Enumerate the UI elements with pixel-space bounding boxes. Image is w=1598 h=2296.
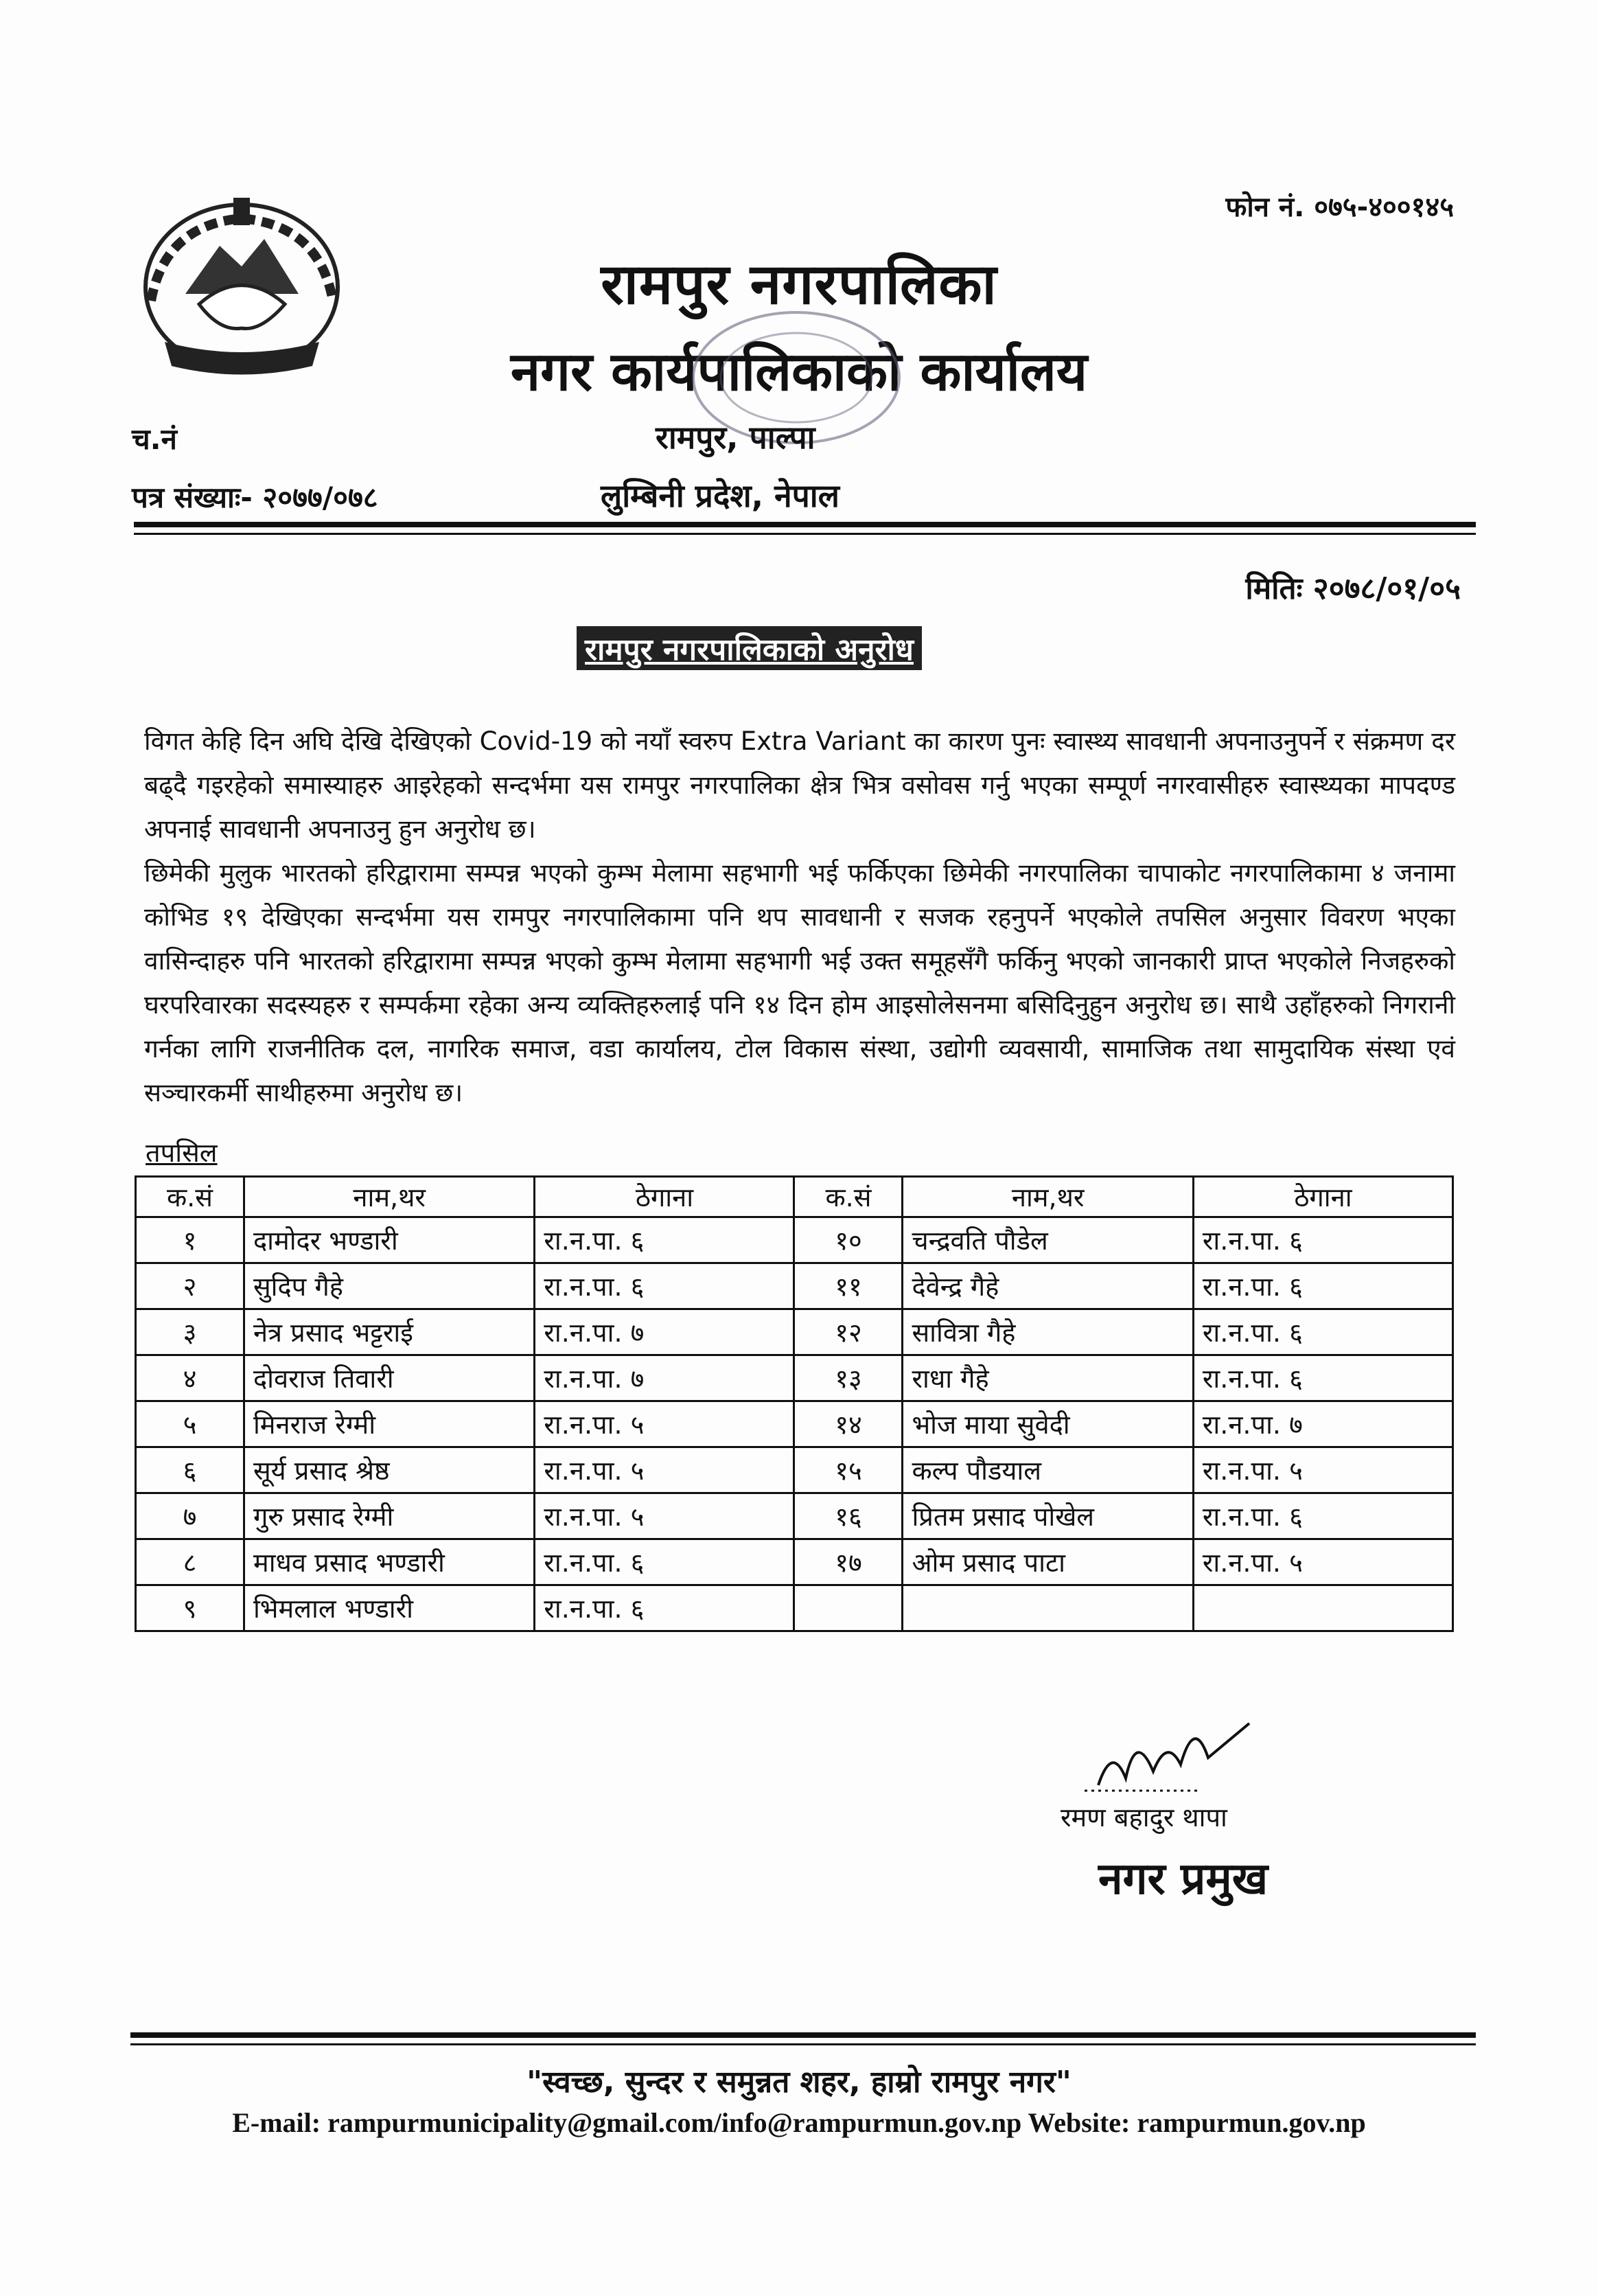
column-header: ठेगाना xyxy=(535,1177,794,1217)
footer-divider-thin xyxy=(130,2043,1476,2045)
paragraph-1: विगत केहि दिन अघि देखि देखिएको Covid-19 को नयाँ स्वरुप Extra Variant का कारण पुनः स्वास्थ्य सावधानी अपनाउनुपर्ने र संक्रमण दर बढ्दै गइरहेको समास्याहरु आइरेहको सन्दर्भमा यस रामपुर नगरपालिका क्षेत्र भित्र वसोवस गर्नु भएका सम्पूर्ण नगरवासीहरु स्वास्थ्यका मापदण्ड अपनाई सावधानी अपनाउनु हुन अनुरोध छ। xyxy=(144,726,1455,844)
address-cell: रा.न.पा. ६ xyxy=(1193,1217,1452,1263)
name-cell: दोवराज तिवारी xyxy=(244,1355,534,1401)
column-header: ठेगाना xyxy=(1193,1177,1452,1217)
serial-number-cell: ५ xyxy=(136,1401,244,1447)
name-cell: मिनराज रेग्मी xyxy=(244,1401,534,1447)
address-cell: रा.न.पा. ६ xyxy=(535,1539,794,1585)
letter-number: पत्र संख्याः- २०७७/०७८ xyxy=(132,481,378,514)
serial-number-cell: ११ xyxy=(794,1263,903,1309)
signatory-title: नगर प्रमुख xyxy=(1098,1854,1269,1905)
column-header: क.सं xyxy=(136,1177,244,1217)
serial-number-cell: १३ xyxy=(794,1355,903,1401)
participant-table xyxy=(135,1175,1454,1632)
address-cell: रा.न.पा. ७ xyxy=(535,1355,794,1401)
name-cell: नेत्र प्रसाद भट्टराई xyxy=(244,1309,534,1355)
footer-slogan: "स्वच्छ, सुन्दर र समुन्नत शहर, हाम्रो रामपुर नगर" xyxy=(526,2065,1072,2100)
address-cell: रा.न.पा. ५ xyxy=(1193,1539,1452,1585)
name-cell: दामोदर भण्डारी xyxy=(244,1217,534,1263)
column-header: क.सं xyxy=(794,1177,903,1217)
table-row xyxy=(136,1263,1453,1309)
serial-number-cell: १५ xyxy=(794,1447,903,1493)
name-cell: प्रितम प्रसाद पोखेल xyxy=(903,1493,1193,1539)
address-cell: रा.न.पा. ६ xyxy=(1193,1493,1452,1539)
table-header-row xyxy=(136,1177,1453,1217)
serial-number-cell: १० xyxy=(794,1217,903,1263)
footer-divider xyxy=(130,2032,1476,2038)
name-cell: माधव प्रसाद भण्डारी xyxy=(244,1539,534,1585)
signatory-name: रमण बहादुर थापा xyxy=(1061,1802,1227,1833)
address-cell: रा.न.पा. ५ xyxy=(535,1493,794,1539)
table-row xyxy=(136,1355,1453,1401)
serial-number-cell: ३ xyxy=(136,1309,244,1355)
table-row xyxy=(136,1217,1453,1263)
address-cell: रा.न.पा. ६ xyxy=(1193,1355,1452,1401)
name-cell: सुदिप गैहे xyxy=(244,1263,534,1309)
name-cell: ओम प्रसाद पाटा xyxy=(903,1539,1193,1585)
table-row xyxy=(136,1401,1453,1447)
address-cell xyxy=(1193,1585,1452,1631)
serial-number-cell: १२ xyxy=(794,1309,903,1355)
cha-number-label: च.नं xyxy=(132,422,177,456)
serial-number-cell: १६ xyxy=(794,1493,903,1539)
table-row xyxy=(136,1585,1453,1631)
tapsil-label: तपसिल xyxy=(146,1138,218,1168)
serial-number-cell: १७ xyxy=(794,1539,903,1585)
name-cell: कल्प पौडयाल xyxy=(903,1447,1193,1493)
name-cell xyxy=(903,1585,1193,1631)
serial-number-cell: ७ xyxy=(136,1493,244,1539)
name-cell: गुरु प्रसाद रेग्मी xyxy=(244,1493,534,1539)
column-header: नाम,थर xyxy=(244,1177,534,1217)
office-title: नगर कार्यपालिकाको कार्यालय xyxy=(510,341,1088,403)
address-cell: रा.न.पा. ५ xyxy=(535,1401,794,1447)
column-header: नाम,थर xyxy=(903,1177,1193,1217)
address-cell: रा.न.पा. ६ xyxy=(535,1263,794,1309)
signature-icon xyxy=(1071,1703,1277,1806)
paragraph-2: छिमेकी मुलुक भारतको हरिद्वारामा सम्पन्न भएको कुम्भ मेलामा सहभागी भई फर्किएका छिमेकी नगरपालिका चापाकोट नगरपालिकामा ४ जनामा कोभिड १९ देखिएका सन्दर्भमा यस रामपुर नगरपालिकामा पनि थप सावधानी र सजक रहनुपर्ने भएकोले तपसिल अनुसार विवरण भएका वासिन्दाहरु पनि भारतको हरिद्वारामा सम्पन्न भएको कुम्भ मेलामा सहभागी भई उक्त समूहसँगै फर्किनु भएको जानकारी प्राप्त भएकोले निजहरुको घरपरिवारका सदस्यहरु र सम्पर्कमा रहेका अन्य व्यक्तिहरुलाई पनि १४ दिन होम आइसोलेसनमा बसिदिनुहुन अनुरोध छ। साथै उहाँहरुको निगरानी गर्नका लागि राजनीतिक दल, नागरिक समाज, वडा कार्यालय, टोल विकास संस्था, उद्योगी व्यवसायी, सामाजिक तथा सामुदायिक संस्था एवं सञ्चारकर्मी साथीहरुमा अनुरोध छ। xyxy=(144,858,1455,1107)
office-name: रामपुर नगरपालिका xyxy=(601,252,997,317)
serial-number-cell: ८ xyxy=(136,1539,244,1585)
address-cell: रा.न.पा. ५ xyxy=(1193,1447,1452,1493)
letter-subject: रामपुर नगरपालिकाको अनुरोध xyxy=(577,626,922,670)
table-row xyxy=(136,1309,1453,1355)
serial-number-cell: ४ xyxy=(136,1355,244,1401)
name-cell: देवेन्द्र गैहे xyxy=(903,1263,1193,1309)
header-divider xyxy=(134,522,1476,527)
address-cell: रा.न.पा. ५ xyxy=(535,1447,794,1493)
name-cell: चन्द्रवति पौडेल xyxy=(903,1217,1193,1263)
header-divider-thin xyxy=(134,533,1476,535)
address-line-2: लुम्बिनी प्रदेश, नेपाल xyxy=(601,477,839,514)
address-cell: रा.न.पा. ६ xyxy=(1193,1309,1452,1355)
name-cell: भोज माया सुवेदी xyxy=(903,1401,1193,1447)
table-row xyxy=(136,1539,1453,1585)
phone-number: फोन नं. ०७५-४००१४५ xyxy=(1225,192,1454,223)
address-cell: रा.न.पा. ७ xyxy=(535,1309,794,1355)
serial-number-cell: ६ xyxy=(136,1447,244,1493)
footer-contact: E-mail: rampurmunicipality@gmail.com/info@rampurmun.gov.np Website: rampurmun.gov.np xyxy=(232,2107,1366,2138)
address-cell: रा.न.पा. ६ xyxy=(535,1585,794,1631)
serial-number-cell: ९ xyxy=(136,1585,244,1631)
address-cell: रा.न.पा. ६ xyxy=(535,1217,794,1263)
table-row xyxy=(136,1447,1453,1493)
name-cell: भिमलाल भण्डारी xyxy=(244,1585,534,1631)
name-cell: सावित्रा गैहे xyxy=(903,1309,1193,1355)
letter-date: मितिः २०७८/०१/०५ xyxy=(1245,571,1461,606)
name-cell: राधा गैहे xyxy=(903,1355,1193,1401)
letter-body xyxy=(144,720,1455,1115)
address-cell: रा.न.पा. ७ xyxy=(1193,1401,1452,1447)
serial-number-cell: १४ xyxy=(794,1401,903,1447)
name-cell: सूर्य प्रसाद श्रेष्ठ xyxy=(244,1447,534,1493)
address-line-1: रामपुर, पाल्पा xyxy=(656,419,815,456)
serial-number-cell xyxy=(794,1585,903,1631)
address-cell: रा.न.पा. ६ xyxy=(1193,1263,1452,1309)
serial-number-cell: २ xyxy=(136,1263,244,1309)
serial-number-cell: १ xyxy=(136,1217,244,1263)
table-row xyxy=(136,1493,1453,1539)
